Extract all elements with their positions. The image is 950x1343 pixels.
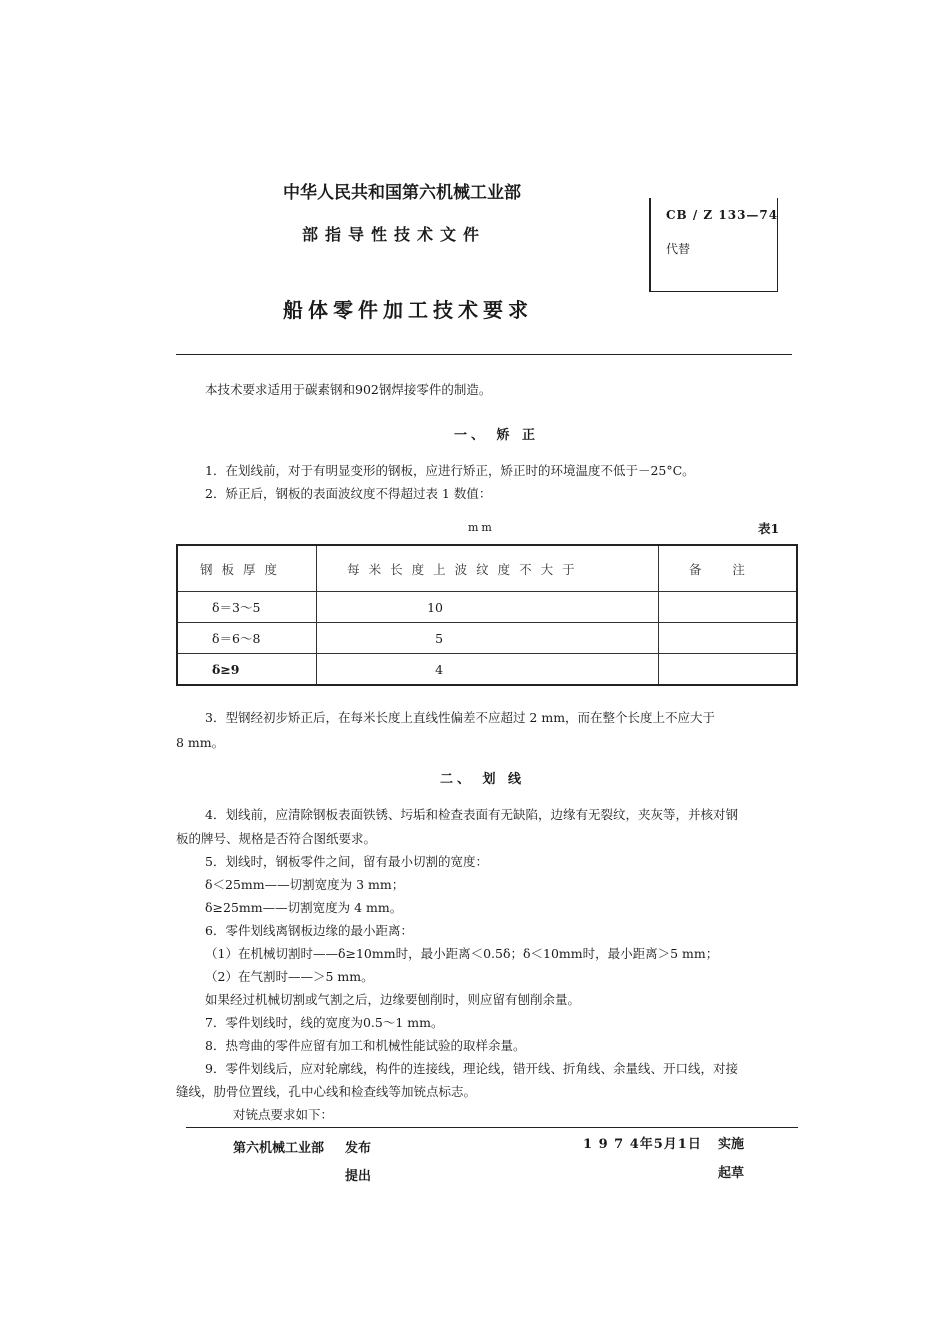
cell-value: 5 [317, 623, 659, 654]
table-row [177, 654, 797, 686]
replaces-label: 代替 [666, 242, 691, 256]
publisher: 第六机械工业部 [233, 1141, 325, 1156]
item-9-line-2: 缝线，肋骨位置线，孔中心线和检查线等加铳点标志。 [176, 1084, 477, 1099]
item-6: 6．零件划线离钢板边缘的最小距离： [205, 923, 413, 938]
header-thickness: 钢板厚度 [177, 545, 317, 592]
header-wave: 每米长度上波纹度不大于 [317, 545, 659, 592]
item-5: 5．划线时，钢板零件之间，留有最小切割的宽度： [205, 854, 488, 869]
ministry-title: 中华人民共和国第六机械工业部 [283, 183, 521, 203]
item-3-line-2: 8 mm。 [176, 735, 225, 750]
section-2-heading: 二、 划 线 [440, 772, 526, 787]
footer-divider [186, 1127, 798, 1128]
proposed-label: 提出 [345, 1169, 372, 1184]
cell-note [658, 623, 797, 654]
cell-thickness: δ≥9 [177, 654, 317, 686]
table-unit: mm [468, 521, 495, 534]
document-type: 部指导性技术文件 [302, 225, 487, 244]
table-header-row [177, 545, 797, 592]
item-9-line-1: 9．零件划线后，应对轮廓线，构件的连接线，理论线，错开线、折角线、余量线、开口线，对接 [205, 1061, 738, 1076]
cell-thickness: δ＝6～8 [177, 623, 317, 654]
cell-value: 4 [317, 654, 659, 686]
item-8: 8．热弯曲的零件应留有加工和机械性能试验的取样余量。 [205, 1038, 526, 1053]
standard-code: CB / Z 133—74 [666, 208, 779, 222]
table-row [177, 623, 797, 654]
header-note: 备 注 [658, 545, 797, 592]
item-6-note: 如果经过机械切割或气割之后，边缘要刨削时，则应留有刨削余量。 [205, 992, 581, 1007]
table-row [177, 592, 797, 623]
item-4-line-2: 板的牌号、规格是否符合图纸要求。 [176, 831, 377, 846]
cell-note [658, 592, 797, 623]
wave-tolerance-table [176, 544, 798, 686]
item-1: 1．在划线前，对于有明显变形的钢板，应进行矫正，矫正时的环境温度不低于－25°C。 [205, 463, 695, 478]
page-title: 船体零件加工技术要求 [283, 298, 533, 322]
item-9-line-3: 对铳点要求如下： [233, 1107, 334, 1122]
effective-label: 实施 [718, 1137, 745, 1152]
item-2: 2．矫正后，钢板的表面波纹度不得超过表 1 数值： [205, 486, 492, 501]
drafted-label: 起草 [718, 1166, 745, 1181]
effective-date: 1 9 7 4年5月1日 [583, 1137, 702, 1152]
section-1-heading: 一、 矫 正 [454, 428, 540, 443]
cell-value: 10 [317, 592, 659, 623]
intro-text: 本技术要求适用于碳素钢和902钢焊接零件的制造。 [205, 382, 492, 397]
item-6-rule-1: （1）在机械切割时——δ≥10mm时，最小距离＜0.5δ；δ＜10mm时，最小距离＞5 mm； [205, 946, 719, 961]
publish-label: 发布 [345, 1141, 372, 1156]
cell-note [658, 654, 797, 686]
item-4-line-1: 4．划线前，应清除钢板表面铁锈、圬垢和检查表面有无缺陷，边缘有无裂纹，夹灰等，并核对钢 [205, 807, 738, 822]
item-6-rule-2: （2）在气割时——＞5 mm。 [205, 969, 374, 984]
item-7: 7．零件划线时，线的宽度为0.5～1 mm。 [205, 1015, 444, 1030]
table-label: 表1 [758, 521, 780, 536]
item-5-rule-b: δ≥25mm——切割宽度为 4 mm。 [205, 900, 403, 915]
item-5-rule-a: δ＜25mm——切割宽度为 3 mm； [205, 877, 405, 892]
item-3-line-1: 3．型钢经初步矫正后，在每米长度上直线性偏差不应超过 2 mm，而在整个长度上不应大于 [205, 710, 716, 725]
cell-thickness: δ＝3～5 [177, 592, 317, 623]
header-divider [176, 354, 792, 355]
